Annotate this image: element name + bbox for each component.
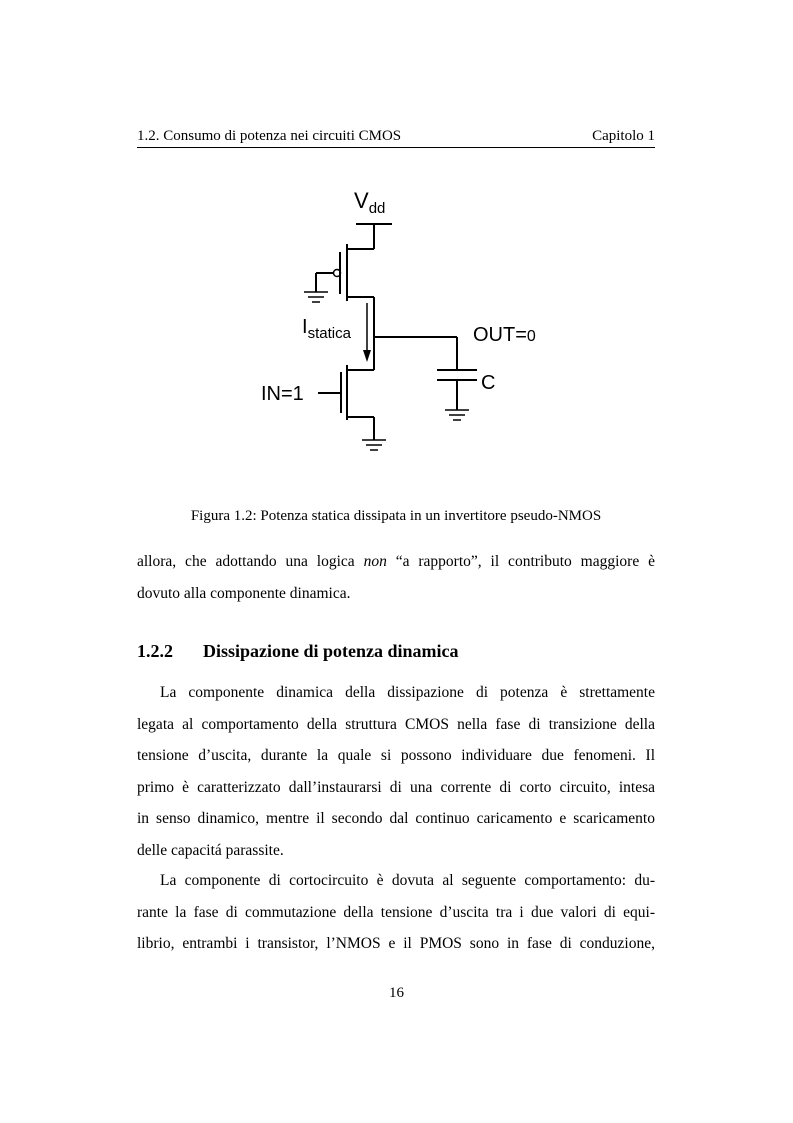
paragraph-3	[137, 865, 655, 960]
running-head-chapter: Capitolo 1	[592, 128, 655, 144]
paragraph-3-line: La componente di cortocircuito è dovuta al seguente comportamento: du-	[160, 872, 655, 889]
ground-symbol-capacitor	[445, 410, 469, 420]
paragraph-3-line: rante la fase di commutazione della tensione d’uscita tra i due valori di equi-	[137, 903, 655, 921]
paragraph-2-line: La componente dinamica della dissipazione di potenza è strettamente	[160, 684, 655, 701]
figure-caption: Figura 1.2: Potenza statica dissipata in un invertitore pseudo-NMOS	[190, 508, 602, 524]
paragraph-2-line: legata al comportamento della struttura CMOS nella fase di transizione della	[137, 715, 655, 733]
running-head-section: 1.2. Consumo di potenza nei circuiti CMOS	[137, 128, 402, 144]
istatica-label: $I_{statica}$	[302, 316, 351, 342]
paragraph-1-line-1: allora, che adottando una logica non “a rapporto”, il contributo maggiore è	[137, 553, 655, 570]
current-arrow-head	[363, 350, 371, 362]
out-label: OUT=0	[473, 324, 536, 346]
section-number: 1.2.2	[137, 641, 173, 661]
paragraph-2	[137, 677, 655, 866]
paragraph-2-line: tensione d’uscita, durante la quale si possono individuare due fenomeni. Il	[137, 747, 655, 764]
page-number: 16	[389, 985, 404, 1001]
paragraph-2-line: in senso dinamico, mentre il secondo dal continuo caricamento e scaricamento	[137, 810, 655, 827]
paragraph-2-line: delle capacitá parassite.	[137, 841, 284, 859]
paragraph-1	[137, 546, 655, 609]
in-label: IN=1	[261, 383, 304, 405]
paragraph-3-line: librio, entrambi i transistor, l’NMOS e il PMOS sono in fase di conduzione,	[137, 935, 655, 952]
vdd-label: $V_{dd}$	[354, 188, 386, 217]
capacitor-label: C	[481, 372, 496, 394]
section-heading	[137, 640, 459, 662]
ground-symbol-pmos-gate	[304, 292, 328, 302]
paragraph-1-line-2: dovuto alla componente dinamica.	[137, 584, 351, 602]
ground-symbol-nmos	[362, 440, 386, 450]
circuit-figure	[0, 0, 793, 480]
section-title-text: Dissipazione di potenza dinamica	[203, 641, 459, 661]
paragraph-2-line: primo è caratterizzato dall’instaurarsi di una corrente di corto circuito, intesa	[137, 778, 655, 796]
